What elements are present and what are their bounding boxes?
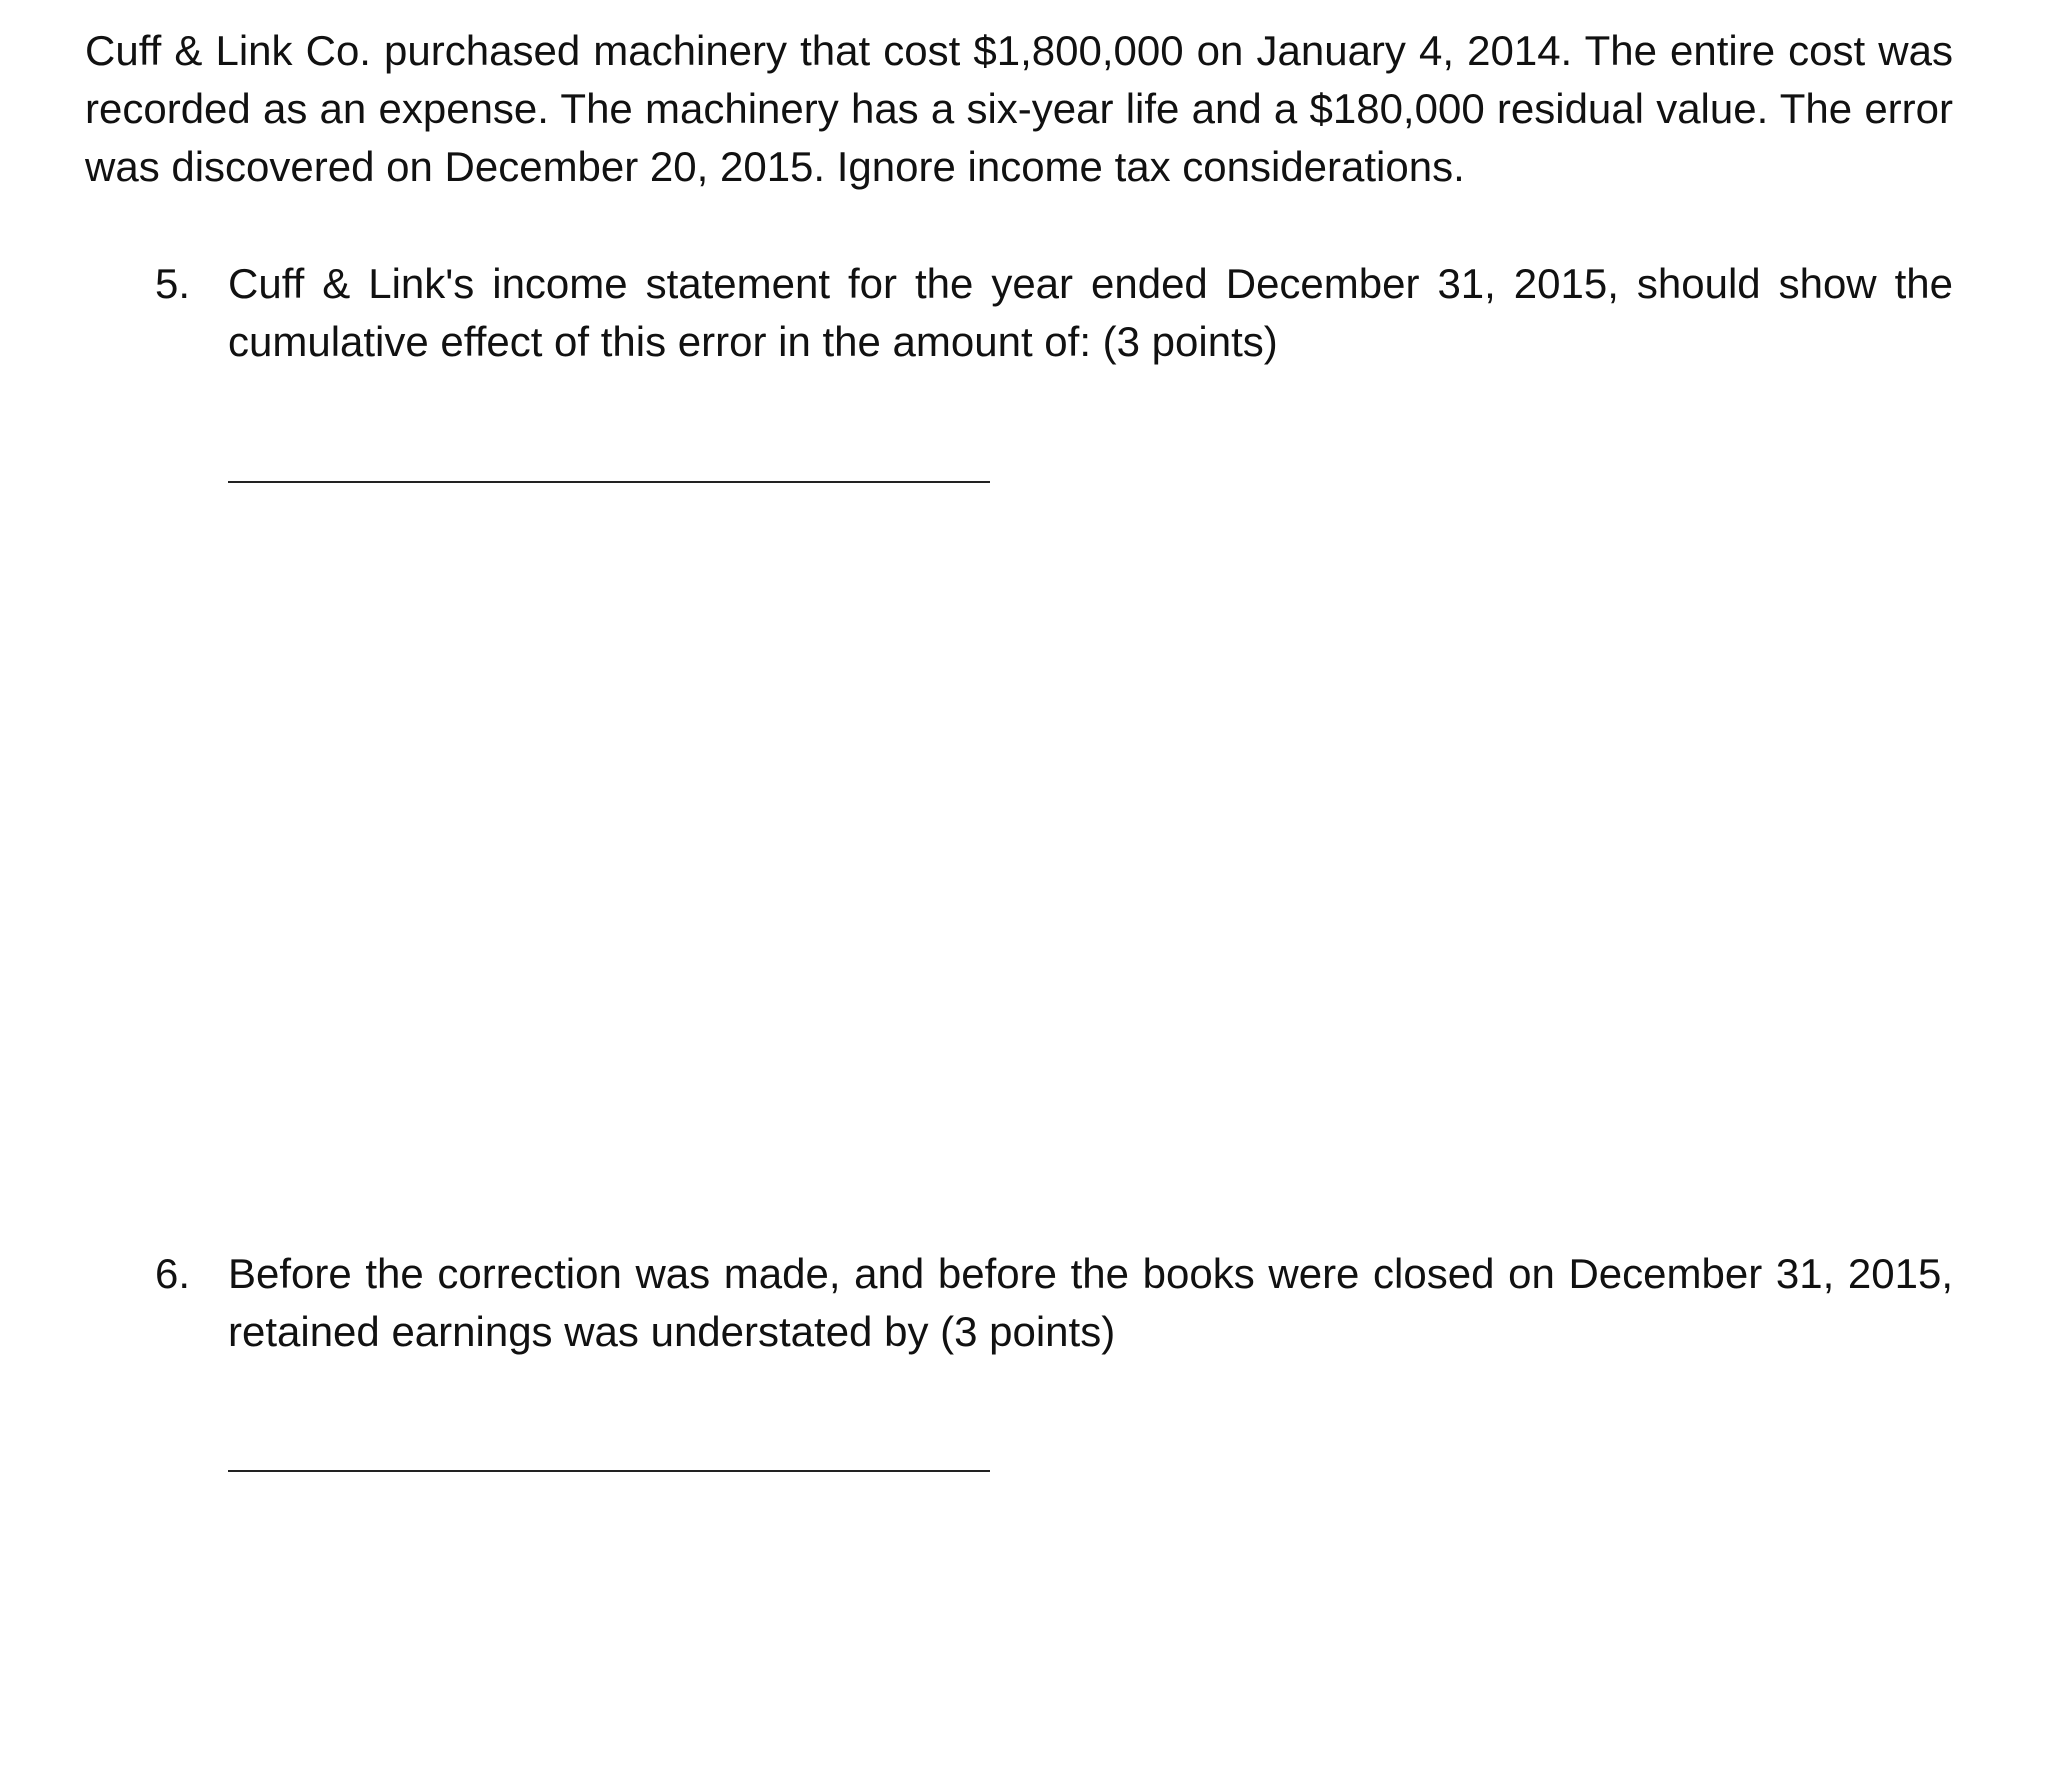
- question-5: [155, 255, 1953, 371]
- question-6: [155, 1245, 1953, 1361]
- answer-blank-5[interactable]: [228, 481, 990, 483]
- answer-blank-6[interactable]: [228, 1470, 990, 1472]
- problem-statement: Cuff & Link Co. purchased machinery that cost $1,800,000 on January 4, 2014. The entire cost was recorded as an expense. The machinery has a six-year life and a $180,000 residual value. The error was discovered on December 20, 2015. Ignore income tax considerations.: [85, 27, 1953, 190]
- question-number: 6.: [155, 1250, 191, 1297]
- question-text: Before the correction was made, and before the books were closed on December 31, 2015, retained earnings was understated by (3 points): [228, 1250, 1953, 1355]
- question-text: Cuff & Link's income statement for the year ended December 31, 2015, should show the cumulative effect of this error in the amount of: (3 points): [228, 260, 1953, 365]
- question-number: 5.: [155, 260, 191, 307]
